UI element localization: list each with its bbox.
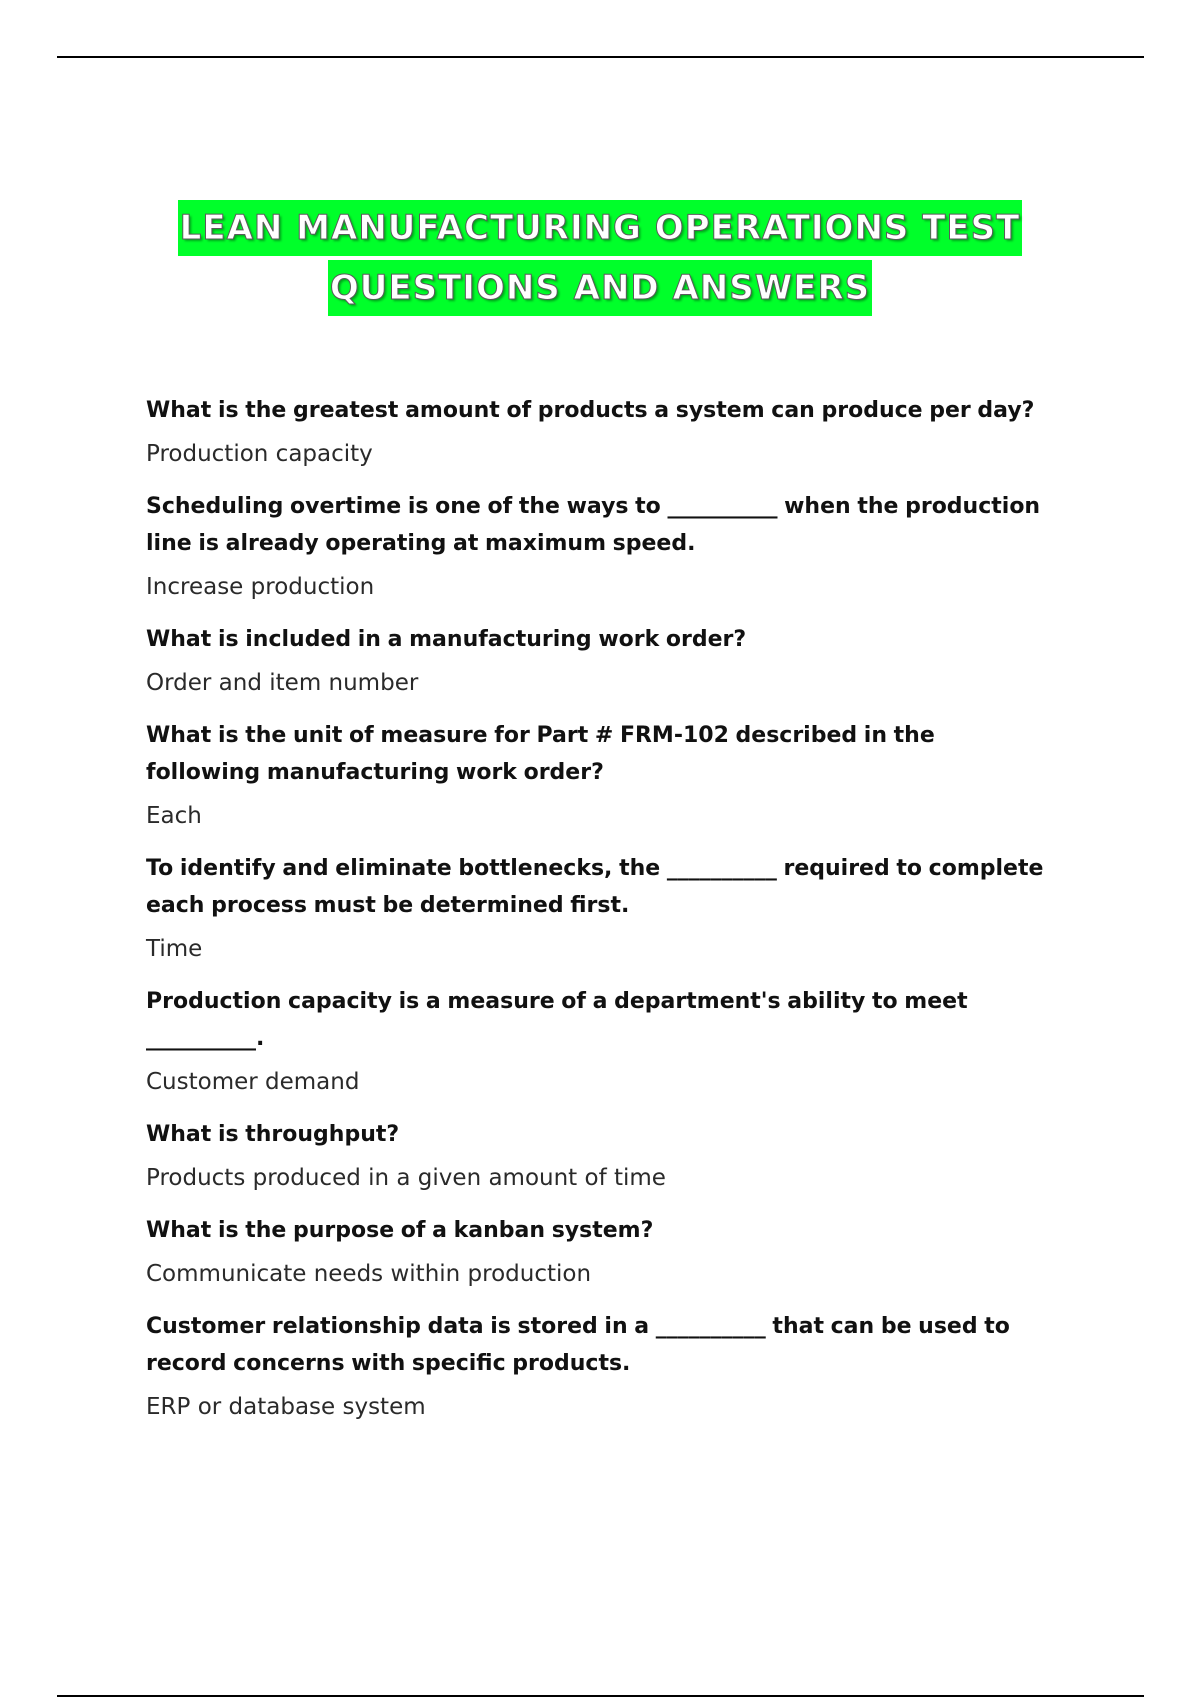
qa-item: [146, 488, 1046, 605]
question-text: What is the unit of measure for Part # FRM-102 described in the following manufacturing work order?: [146, 723, 935, 785]
qa-item: [146, 717, 1046, 834]
title-line-2: QUESTIONS AND ANSWERS: [328, 260, 872, 316]
qa-list: [146, 392, 1046, 1441]
qa-item: [146, 1212, 1046, 1292]
answer-text: Increase production: [146, 574, 375, 600]
answer-text: ERP or database system: [146, 1394, 426, 1420]
footer-rule: [57, 1695, 1144, 1697]
answer-text: Communicate needs within production: [146, 1261, 592, 1287]
answer-text: Order and item number: [146, 670, 419, 696]
answer-text: Each: [146, 803, 202, 829]
qa-item: [146, 392, 1046, 472]
answer-text: Time: [146, 936, 203, 962]
qa-item: [146, 983, 1046, 1100]
qa-item: [146, 1116, 1046, 1196]
question-text: Production capacity is a measure of a department's ability to meet __________.: [146, 989, 968, 1051]
answer-text: Production capacity: [146, 441, 373, 467]
question-text: What is the purpose of a kanban system?: [146, 1218, 654, 1243]
question-text: What is the greatest amount of products a system can produce per day?: [146, 398, 1035, 423]
question-text: What is throughput?: [146, 1122, 400, 1147]
title-line-1: LEAN MANUFACTURING OPERATIONS TEST: [178, 200, 1023, 256]
answer-text: Products produced in a given amount of time: [146, 1165, 666, 1191]
answer-text: Customer demand: [146, 1069, 360, 1095]
header-rule: [57, 56, 1144, 58]
qa-item: [146, 621, 1046, 701]
question-text: Scheduling overtime is one of the ways to __________ when the production line is already operating at maximum speed.: [146, 494, 1041, 556]
question-text: Customer relationship data is stored in a __________ that can be used to record concerns with specific products.: [146, 1314, 1010, 1376]
qa-item: [146, 1308, 1046, 1425]
question-text: What is included in a manufacturing work order?: [146, 627, 747, 652]
qa-item: [146, 850, 1046, 967]
question-text: To identify and eliminate bottlenecks, the __________ required to complete each process must be determined first.: [146, 856, 1044, 918]
document-title: [0, 200, 1200, 316]
